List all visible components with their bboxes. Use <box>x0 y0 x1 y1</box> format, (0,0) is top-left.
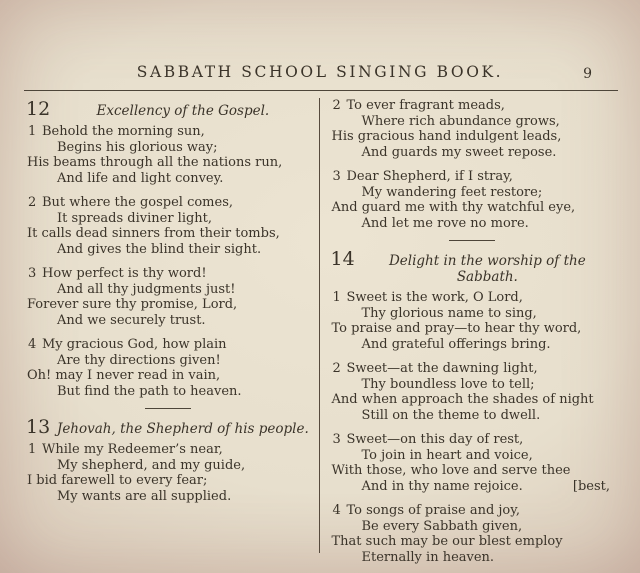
verse-line <box>331 200 615 216</box>
verse-line <box>26 195 310 211</box>
verse <box>331 169 615 231</box>
verse-line-text: But where the gospel comes, <box>42 195 233 210</box>
verse-line <box>26 155 310 171</box>
verse <box>26 442 310 504</box>
verse-line <box>331 463 615 479</box>
verse-line <box>26 242 310 258</box>
verse-number: 1 <box>332 290 341 305</box>
right-column <box>320 98 615 565</box>
verse-line-text: And we securely trust. <box>57 312 206 328</box>
verse-line <box>331 169 615 185</box>
verse-line-text: Thy glorious name to sing, <box>361 305 537 321</box>
section-divider <box>449 240 495 241</box>
verse-line-text: To songs of praise and joy, <box>346 503 521 518</box>
verse-line <box>331 534 615 550</box>
verse-line-text: How perfect is thy word! <box>42 266 207 281</box>
verse-number: 1 <box>28 124 37 139</box>
verse-line <box>26 458 310 474</box>
verse-line-text: His beams through all the nations run, <box>27 155 283 170</box>
verse-line <box>26 353 310 369</box>
verse-line <box>26 211 310 227</box>
verse-line <box>26 368 310 384</box>
verse-line-text: My gracious God, how plain <box>42 337 227 352</box>
verse-line-text: Where rich abundance grows, <box>361 113 560 129</box>
verse-line <box>26 226 310 242</box>
hymn-heading <box>26 100 310 119</box>
verse <box>331 432 615 494</box>
verse-line <box>26 337 310 353</box>
verse <box>26 195 310 257</box>
section-divider <box>145 408 191 409</box>
verse-line-text: Be every Sabbath given, <box>361 518 523 534</box>
verse-line-text: And gives the blind their sight. <box>57 241 262 257</box>
verse <box>331 503 615 565</box>
verse-line <box>26 442 310 458</box>
verse-line-text: Sweet—on this day of rest, <box>346 432 524 447</box>
verse-line-text: Sweet is the work, O Lord, <box>346 290 523 305</box>
verse-line-text: And grateful offerings bring. <box>361 336 551 352</box>
verse-line <box>331 98 615 114</box>
verse <box>331 98 615 160</box>
verse-line-text: Eternally in heaven. <box>361 549 495 565</box>
verse-line <box>331 392 615 408</box>
hymn-heading <box>26 418 310 437</box>
verse-line-text: Thy boundless love to tell; <box>361 376 535 392</box>
verse-line-text: Dear Shepherd, if I stray, <box>346 169 513 184</box>
verse-line-text: And in thy name rejoice. <box>361 478 523 494</box>
hymn-title: Jehovah, the Shepherd of his people. <box>56 421 309 437</box>
verse-line-text: And guard me with thy watchful eye, <box>331 200 576 215</box>
verse-line <box>331 337 615 353</box>
verse-line <box>331 129 615 145</box>
verse-line-text: That such may be our blest employ <box>331 534 563 549</box>
verse-line <box>331 503 615 519</box>
verse-line <box>331 290 615 306</box>
verse-line <box>331 185 615 201</box>
verse-line-text: Begins his glorious way; <box>57 139 218 155</box>
verse <box>26 266 310 328</box>
verse-line-text: Still on the theme to dwell. <box>361 407 541 423</box>
verse-line-text: I bid farewell to every fear; <box>27 473 208 488</box>
verse-line <box>331 321 615 337</box>
verse-number: 2 <box>28 195 37 210</box>
hymn-number: 14 <box>330 248 355 270</box>
verse-line-text: While my Redeemer’s near, <box>42 442 223 457</box>
hymn-title: Delight in the worship of the Sabbath. <box>388 253 586 285</box>
verse-line <box>26 124 310 140</box>
verse-number: 3 <box>28 266 37 281</box>
verse-line-text: My shepherd, and my guide, <box>57 457 246 473</box>
verse-line <box>26 140 310 156</box>
verse-line <box>331 377 615 393</box>
catchword: [best, <box>572 478 610 494</box>
verse-line <box>331 145 615 161</box>
verse <box>331 290 615 352</box>
verse-line-text: It spreads diviner light, <box>57 210 213 226</box>
verse-line-text: But find the path to heaven. <box>57 383 242 399</box>
verse-line-text: It calls dead sinners from their tombs, <box>27 226 280 241</box>
verse-line-text: Are thy directions given! <box>57 352 221 368</box>
verse-line-text: Behold the morning sun, <box>42 124 205 139</box>
verse-number: 4 <box>332 503 341 518</box>
verse-number: 1 <box>28 442 37 457</box>
verse-number: 3 <box>332 169 341 184</box>
verse-line <box>26 171 310 187</box>
verse-line <box>331 114 615 130</box>
verse-line-text: My wandering feet restore; <box>361 184 543 200</box>
hymn-title: Excellency of the Gospel. <box>96 103 270 119</box>
page-title: SABBATH SCHOOL SINGING BOOK. <box>136 63 504 81</box>
verse-line <box>331 432 615 448</box>
verse-line-text: His gracious hand indulgent leads, <box>331 129 562 144</box>
verse-line <box>331 408 615 424</box>
page-header <box>0 0 640 81</box>
verse-line <box>26 313 310 329</box>
verse <box>26 337 310 399</box>
verse-line <box>26 489 310 505</box>
verse-line-text: My wants are all supplied. <box>57 488 232 504</box>
hymn-number: 13 <box>26 416 51 438</box>
verse-line <box>26 473 310 489</box>
verse-line-text: And all thy judgments just! <box>57 281 236 297</box>
page-number: 9 <box>583 66 592 82</box>
verse-line-text: To join in heart and voice, <box>361 447 533 463</box>
left-column <box>26 98 319 553</box>
hymn-heading <box>331 250 615 285</box>
verse-line <box>331 448 615 464</box>
verse-line-text: Forever sure thy promise, Lord, <box>27 297 238 312</box>
verse-number: 2 <box>332 361 341 376</box>
verse-line-text: And guards my sweet repose. <box>361 144 557 160</box>
verse-line-text: And let me rove no more. <box>361 215 529 231</box>
verse-line-text: To praise and pray—to hear thy word, <box>331 321 582 336</box>
verse-line <box>331 361 615 377</box>
verse-number: 3 <box>332 432 341 447</box>
verse-number: 4 <box>28 337 37 352</box>
hymn-number: 12 <box>26 98 51 120</box>
verse-line-text: To ever fragrant meads, <box>346 98 505 113</box>
verse-line-text: Oh! may I never read in vain, <box>27 368 221 383</box>
verse-line-text: And life and light convey. <box>57 170 224 186</box>
verse-line <box>26 282 310 298</box>
verse-line <box>26 266 310 282</box>
verse-line <box>331 550 615 566</box>
text-columns <box>0 91 640 565</box>
verse-line <box>26 384 310 400</box>
verse-line <box>331 519 615 535</box>
verse <box>26 124 310 186</box>
verse-line <box>26 297 310 313</box>
verse-line-text: With those, who love and serve thee <box>331 463 571 478</box>
verse-line <box>331 306 615 322</box>
verse-number: 2 <box>332 98 341 113</box>
verse-line <box>331 479 615 495</box>
verse-line-text: And when approach the shades of night <box>331 392 594 407</box>
verse-line-text: Sweet—at the dawning light, <box>346 361 538 376</box>
verse-line <box>331 216 615 232</box>
verse <box>331 361 615 423</box>
